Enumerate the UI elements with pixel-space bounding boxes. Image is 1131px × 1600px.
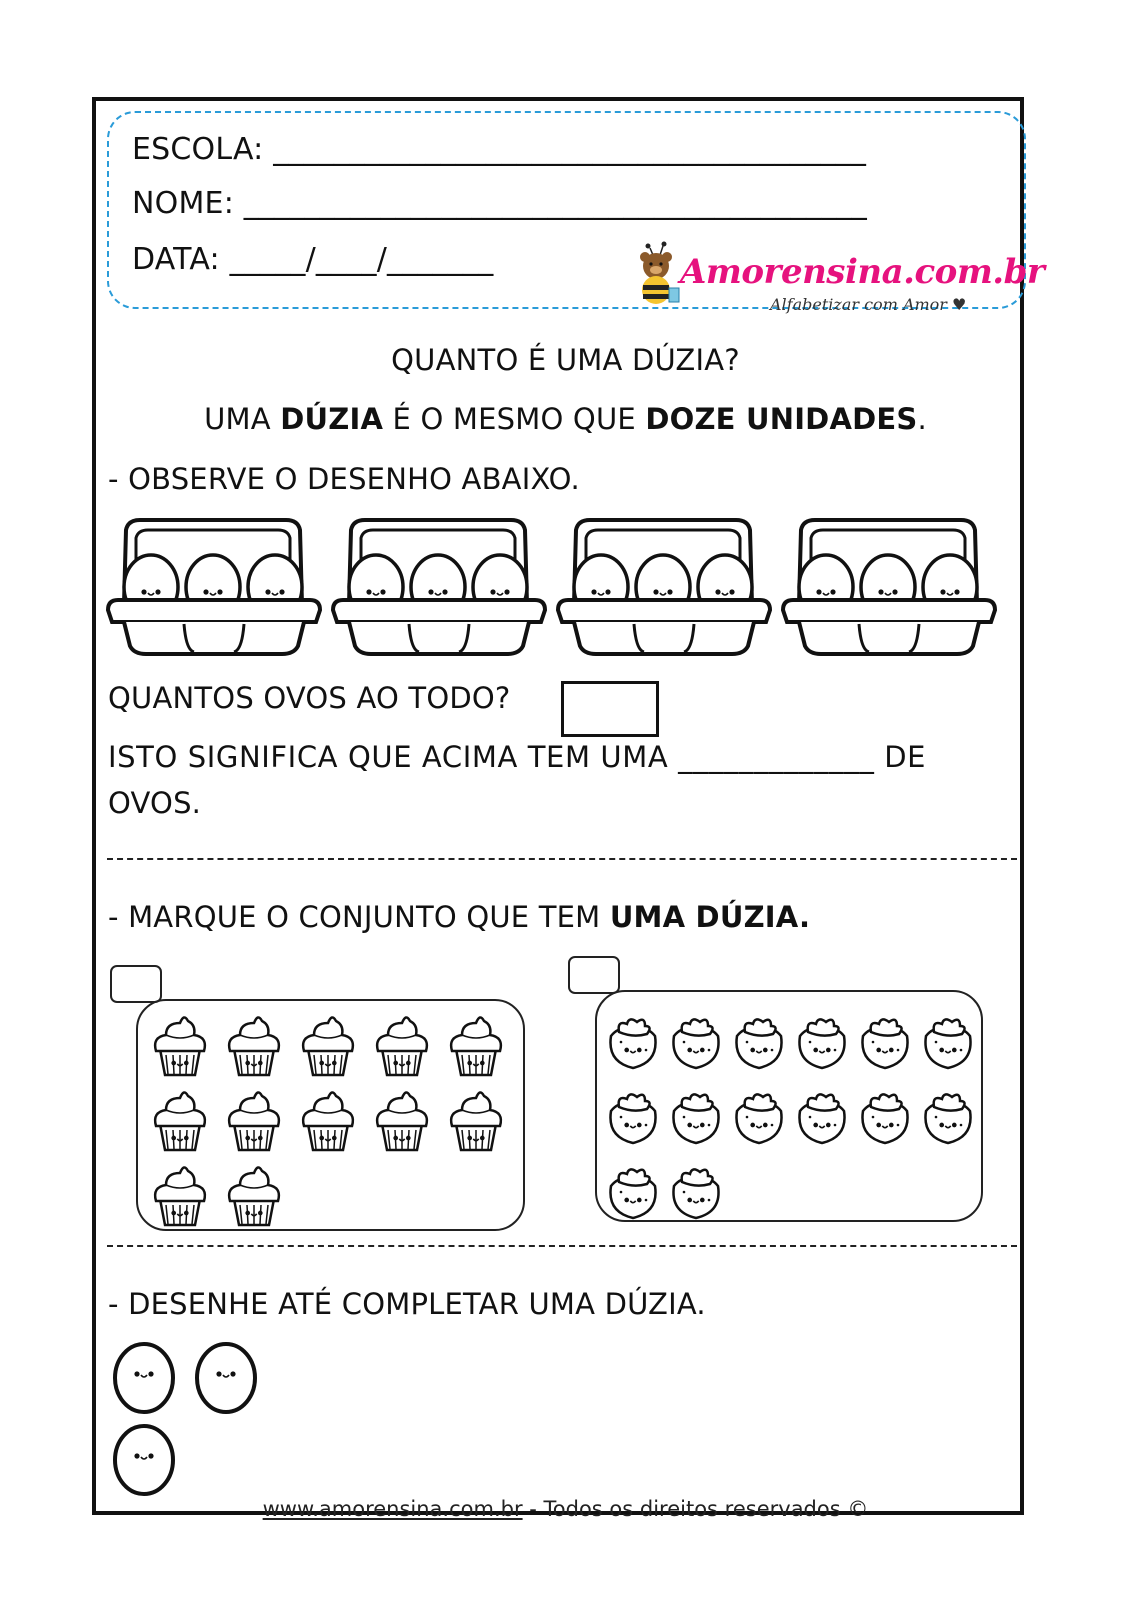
strawberry-icon <box>799 1094 844 1143</box>
strawberry-icon <box>610 1094 655 1143</box>
bear-bee-icon <box>636 238 686 308</box>
draw-instruction: - DESENHE ATÉ COMPLETAR UMA DÚZIA. <box>108 1287 706 1321</box>
egg-carton <box>108 520 320 654</box>
data-blank[interactable]: _____/____/_______ <box>229 242 494 277</box>
egg-cartons-illustration <box>104 512 1024 662</box>
strawberry-icon <box>673 1169 718 1218</box>
egg-carton <box>333 520 545 654</box>
mark-set-instruction: - MARQUE O CONJUNTO QUE TEM UMA DÚZIA. <box>108 900 811 934</box>
cupcake-icon <box>303 1017 353 1075</box>
intro-definition: UMA DÚZIA É O MESMO QUE DOZE UNIDADES. <box>204 402 927 436</box>
logo-title: Amorensina.com.br <box>680 252 1045 292</box>
cupcake-icon <box>229 1017 279 1075</box>
logo-subtitle: Alfabetizar com Amor ♥ <box>770 295 967 314</box>
cupcake-icon <box>377 1017 427 1075</box>
escola-blank[interactable]: _______________________________________ <box>273 132 867 167</box>
egg-icon <box>115 1344 173 1412</box>
strawberries-group <box>595 990 983 1222</box>
total-eggs-question: QUANTOS OVOS AO TODO? <box>108 681 511 715</box>
cupcake-icon <box>303 1092 353 1150</box>
checkbox-cupcake-set[interactable] <box>110 965 162 1003</box>
strawberry-icon <box>925 1094 970 1143</box>
total-eggs-answer-box[interactable] <box>561 681 659 737</box>
cupcake-icon <box>155 1167 205 1225</box>
cupcake-icon <box>229 1092 279 1150</box>
cupcake-icon <box>155 1017 205 1075</box>
separator <box>107 858 1017 860</box>
meaning-sentence: ISTO SIGNIFICA QUE ACIMA TEM UMA _____________ DE <box>108 740 927 774</box>
egg-carton <box>558 520 770 654</box>
data-line <box>132 242 493 277</box>
nome-line <box>132 186 867 221</box>
strawberry-icon <box>736 1019 781 1068</box>
footer-rights: - Todos os direitos reservados © <box>522 1497 869 1521</box>
cupcakes-group <box>136 999 525 1231</box>
cupcake-icon <box>451 1092 501 1150</box>
cupcake-icon <box>229 1167 279 1225</box>
strawberry-icon <box>862 1019 907 1068</box>
observe-instruction: - OBSERVE O DESENHO ABAIXO. <box>108 462 580 496</box>
strawberry-icon <box>673 1019 718 1068</box>
cupcake-icon <box>377 1092 427 1150</box>
strawberry-icon <box>925 1019 970 1068</box>
egg-icon <box>115 1426 173 1494</box>
separator <box>107 1245 1017 1247</box>
strawberry-icon <box>736 1094 781 1143</box>
footer <box>0 1497 1131 1521</box>
egg-icon <box>197 1344 255 1412</box>
escola-line <box>132 132 866 167</box>
meaning-sentence-end: OVOS. <box>108 786 202 820</box>
nome-blank[interactable]: _________________________________________ <box>243 186 867 221</box>
egg-carton <box>783 520 995 654</box>
strawberry-icon <box>673 1094 718 1143</box>
checkbox-strawberry-set[interactable] <box>568 956 620 994</box>
cupcake-icon <box>451 1017 501 1075</box>
nome-label: NOME: <box>132 186 235 221</box>
data-label: DATA: <box>132 242 220 277</box>
intro-question: QUANTO É UMA DÚZIA? <box>391 343 740 377</box>
strawberry-icon <box>610 1169 655 1218</box>
escola-label: ESCOLA: <box>132 132 264 167</box>
strawberry-icon <box>799 1019 844 1068</box>
footer-link[interactable]: www.amorensina.com.br <box>262 1497 523 1521</box>
drawn-eggs-group <box>100 1330 300 1510</box>
strawberry-icon <box>862 1094 907 1143</box>
cupcake-icon <box>155 1092 205 1150</box>
strawberry-icon <box>610 1019 655 1068</box>
